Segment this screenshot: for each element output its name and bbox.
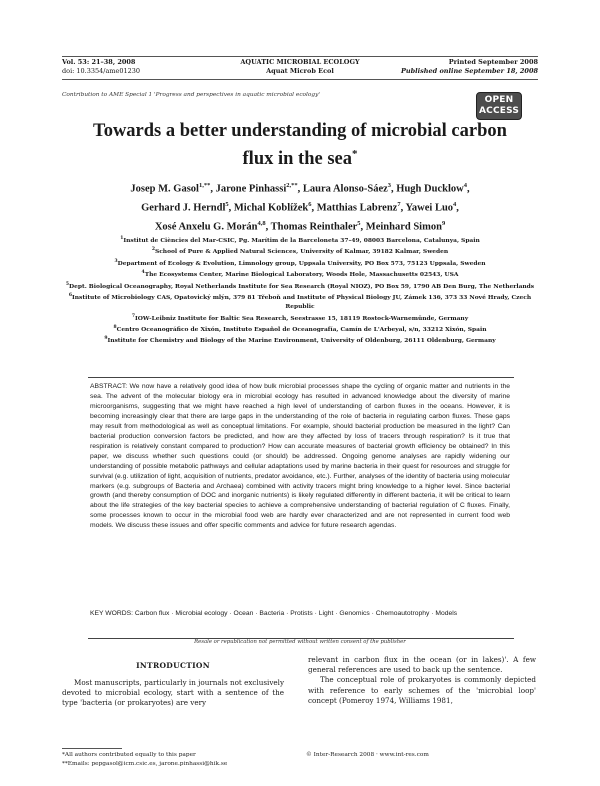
affiliation-text: The Ecosystems Center, Marine Biological Laboratory, Woods Hole, Massachusetts 02543, USA xyxy=(144,271,459,279)
author-separator: , xyxy=(400,202,406,214)
affiliation-text: Centro Oceanográfico de Xixón, Instituto Español de Oceanografía, Camín de L'Arbeyal, s/n, 33212 Xixón, Spain xyxy=(116,326,487,333)
author-affiliation-marker: 6 xyxy=(308,201,312,208)
abstract-box xyxy=(88,377,514,639)
introduction-heading: INTRODUCTION xyxy=(136,661,210,670)
author-affiliation-marker: 5 xyxy=(225,201,229,208)
affiliation-number: 4 xyxy=(141,270,145,276)
open-access-logo xyxy=(476,92,522,118)
affiliation-list xyxy=(60,234,540,346)
right-column xyxy=(308,655,536,706)
author-name: Xosé Anxelu G. Morán xyxy=(154,221,258,233)
journal-name-block xyxy=(200,58,400,76)
affiliation-text: IOW-Leibniz Institute for Baltic Sea Research, Seestrasse 15, 18119 Rostock-Warnemünde, Germany xyxy=(135,314,469,322)
doi: doi: 10.3354/ame01230 xyxy=(62,67,141,75)
resale-notice: Resale or republication not permitted without written consent of the publisher xyxy=(194,639,406,645)
open-access-line1: OPEN xyxy=(484,95,514,105)
author-separator: , xyxy=(466,183,470,195)
affiliation xyxy=(60,291,540,312)
author-name: Gerhard J. Herndl xyxy=(141,202,226,214)
author-name: Thomas Reinthaler xyxy=(270,221,358,233)
left-column xyxy=(62,655,284,709)
paper-title xyxy=(80,120,520,171)
open-access-line2: ACCESS xyxy=(479,106,520,116)
title-footnote-marker: * xyxy=(351,148,358,160)
publication-dates xyxy=(378,58,538,76)
author-separator: , xyxy=(456,202,459,214)
author-separator: , xyxy=(391,183,397,195)
header-bottom-rule xyxy=(62,79,538,80)
author-name: Jarone Pinhassi xyxy=(215,183,287,195)
affiliation xyxy=(60,280,540,291)
affiliation-text: Institute of Microbiology CAS, Opatovický mlýn, 379 81 Třeboň and Institute of Physical Biology JU, Zámek 136, 373 33 Nové Hrady, Czech Republic xyxy=(72,293,532,311)
affiliation-text: School of Pure & Applied Natural Sciences, University of Kalmar, 39182 Kalmar, Sweden xyxy=(154,248,449,256)
author-list xyxy=(70,178,530,235)
abstract: ABSTRACT: We now have a relatively good idea of how bulk microbial processes shape the cycling of organic matter and nutrients in the sea. The advent of the molecular biology era in microbial ecology has resulted in advanced knowledge about the diversity of marine microorganisms, suggesting that we might have reached a high level of understanding of carbon fluxes in the oceans. However, it is becoming increasingly clear that there are large gaps in the understanding of the role of bacteria in regulating carbon fluxes. These gaps may result from methodological as well as conceptual limitations. For example, should bacterial production be measured in the light? Can bacterial production conversion factors be predicted, and how are they affected by loss of tracers through respiration? Is it true that respiration is relatively constant compared to production? How can accurate measures of bacterial growth efficiency be obtained? In this paper, we discuss whether such questions could (or should) be addressed. Ongoing genome analyses are rapidly widening our understanding of possible metabolic pathways and cellular adaptations used by marine bacteria in their quest for resources and struggle for survival (e.g. utilization of light, acquisition of nutrients, predator avoidance, etc.). Further, analyses of the identity of bacteria using molecular markers (e.g. subgroups of Bacteria and Archaea) combined with activity tracers might bring knowledge to a higher level. Since bacterial growth (and thereby consumption of DOC and inorganic nutrients) is likely regulated differently in different bacteria, it will be critical to learn about the life strategies of the key bacterial species to achieve a comprehensive understanding of bacterial regulation of C fluxes. Finally, some processes known to occur in the microbial food web are hardly ever characterized and are not represented in current food web models. We discuss these issues and offer specific comments and advice for future research agendas. xyxy=(90,383,510,530)
contribution-note: Contribution to AME Special 1 'Progress and perspectives in aquatic microbial ecology' xyxy=(62,92,320,98)
author-affiliation-marker: 9 xyxy=(441,220,446,227)
intro-paragraph-right-2: The conceptual role of prokaryotes is commonly depicted with reference to early schemes of the 'microbial loop' concept (Pomeroy 1974, Williams 1981, xyxy=(308,675,536,705)
author-separator: , xyxy=(210,183,216,195)
footnote-2: **Emails: pepgasol@icm.csic.es, jarone.pinhassi@hik.se xyxy=(62,761,228,767)
footnotes xyxy=(62,751,292,769)
affiliation-number: 9 xyxy=(104,336,108,342)
affiliation-number: 8 xyxy=(113,325,117,331)
intro-paragraph-right-1: relevant in carbon flux in the ocean (or in lakes)'. A few general references are used to back up the sentence. xyxy=(308,655,536,675)
author-name: Josep M. Gasol xyxy=(130,183,199,195)
affiliation-number: 6 xyxy=(68,292,72,298)
affiliation-text: Department of Ecology & Evolution, Limnology group, Uppsala University, PO Box 573, 75123 Uppsala, Sweden xyxy=(117,259,486,267)
affiliation-number: 5 xyxy=(65,281,69,287)
affiliation xyxy=(60,268,540,279)
affiliation xyxy=(60,234,540,245)
copyright: © Inter-Research 2008 · www.int-res.com xyxy=(306,752,429,758)
journal-citation xyxy=(62,58,212,76)
printed-date: Printed September 2008 xyxy=(448,58,538,66)
affiliation xyxy=(60,312,540,323)
journal-abbrev: Aquat Microb Ecol xyxy=(266,67,334,75)
author-name: Michal Koblížek xyxy=(233,202,309,214)
author-separator: , xyxy=(311,202,317,214)
author-affiliation-marker: 7 xyxy=(397,201,401,208)
author-separator: , xyxy=(360,221,366,233)
affiliation xyxy=(60,334,540,345)
author-affiliation-marker: 4 xyxy=(453,201,457,208)
affiliation-number: 7 xyxy=(131,313,135,319)
affiliation-number: 1 xyxy=(120,236,124,241)
author-name: Yawei Luo xyxy=(405,202,454,214)
author-name: Meinhard Simon xyxy=(365,221,442,233)
author-affiliation-marker: 4 xyxy=(463,182,467,189)
author-separator: , xyxy=(297,183,303,195)
affiliation-text: Institute for Chemistry and Biology of the Marine Environment, University of Oldenburg, 26111 Oldenburg, Germany xyxy=(107,337,496,345)
author-name: Matthias Labrenz xyxy=(316,202,398,214)
author-affiliation-marker: 5 xyxy=(357,220,361,227)
author-name: Hugh Ducklow xyxy=(396,183,464,195)
affiliation-text: Dept. Biological Oceanography, Royal Netherlands Institute for Sea Research (Royal NIOZ), PO Box 59, 1790 AB Den Burg, The Netherlands xyxy=(69,282,535,290)
affiliation-text: Institut de Ciències del Mar-CSIC, Pg. Marítim de la Barceloneta 37–49, 08003 Barcelona, Catalunya, Spain xyxy=(123,236,480,244)
author-affiliation-marker: 1,** xyxy=(198,182,211,189)
author-affiliation-marker: 4,8 xyxy=(257,220,266,227)
affiliation xyxy=(60,245,540,256)
author-affiliation-marker: 2,** xyxy=(286,182,298,189)
affiliation-number: 3 xyxy=(114,258,118,264)
author-separator: , xyxy=(265,221,271,233)
keywords: KEY WORDS: Carbon flux · Microbial ecology · Ocean · Bacteria · Protists · Light · Genomics · Chemoautotrophy · Models xyxy=(90,610,458,617)
published-online-date: Published online September 18, 2008 xyxy=(401,67,538,75)
footnote-rule xyxy=(62,748,122,749)
author-affiliation-marker: 3 xyxy=(387,182,392,189)
author-separator: , xyxy=(228,202,234,214)
header-top-rule xyxy=(62,56,538,57)
volume-info: Vol. 53: 21–38, 2008 xyxy=(62,58,136,66)
author-name: Laura Alonso-Sáez xyxy=(302,183,388,195)
affiliation xyxy=(60,323,540,334)
title-text: Towards a better understanding of microbial carbon flux in the sea xyxy=(93,121,507,170)
footnote-1: *All authors contributed equally to this paper xyxy=(62,752,196,758)
affiliation-number: 2 xyxy=(151,247,155,253)
affiliation xyxy=(60,257,540,268)
intro-paragraph-left: Most manuscripts, particularly in journals not exclusively devoted to microbial ecology, start with a sentence of the type 'bacteria (or prokaryotes) are very xyxy=(62,678,284,708)
journal-name: AQUATIC MICROBIAL ECOLOGY xyxy=(240,58,360,66)
